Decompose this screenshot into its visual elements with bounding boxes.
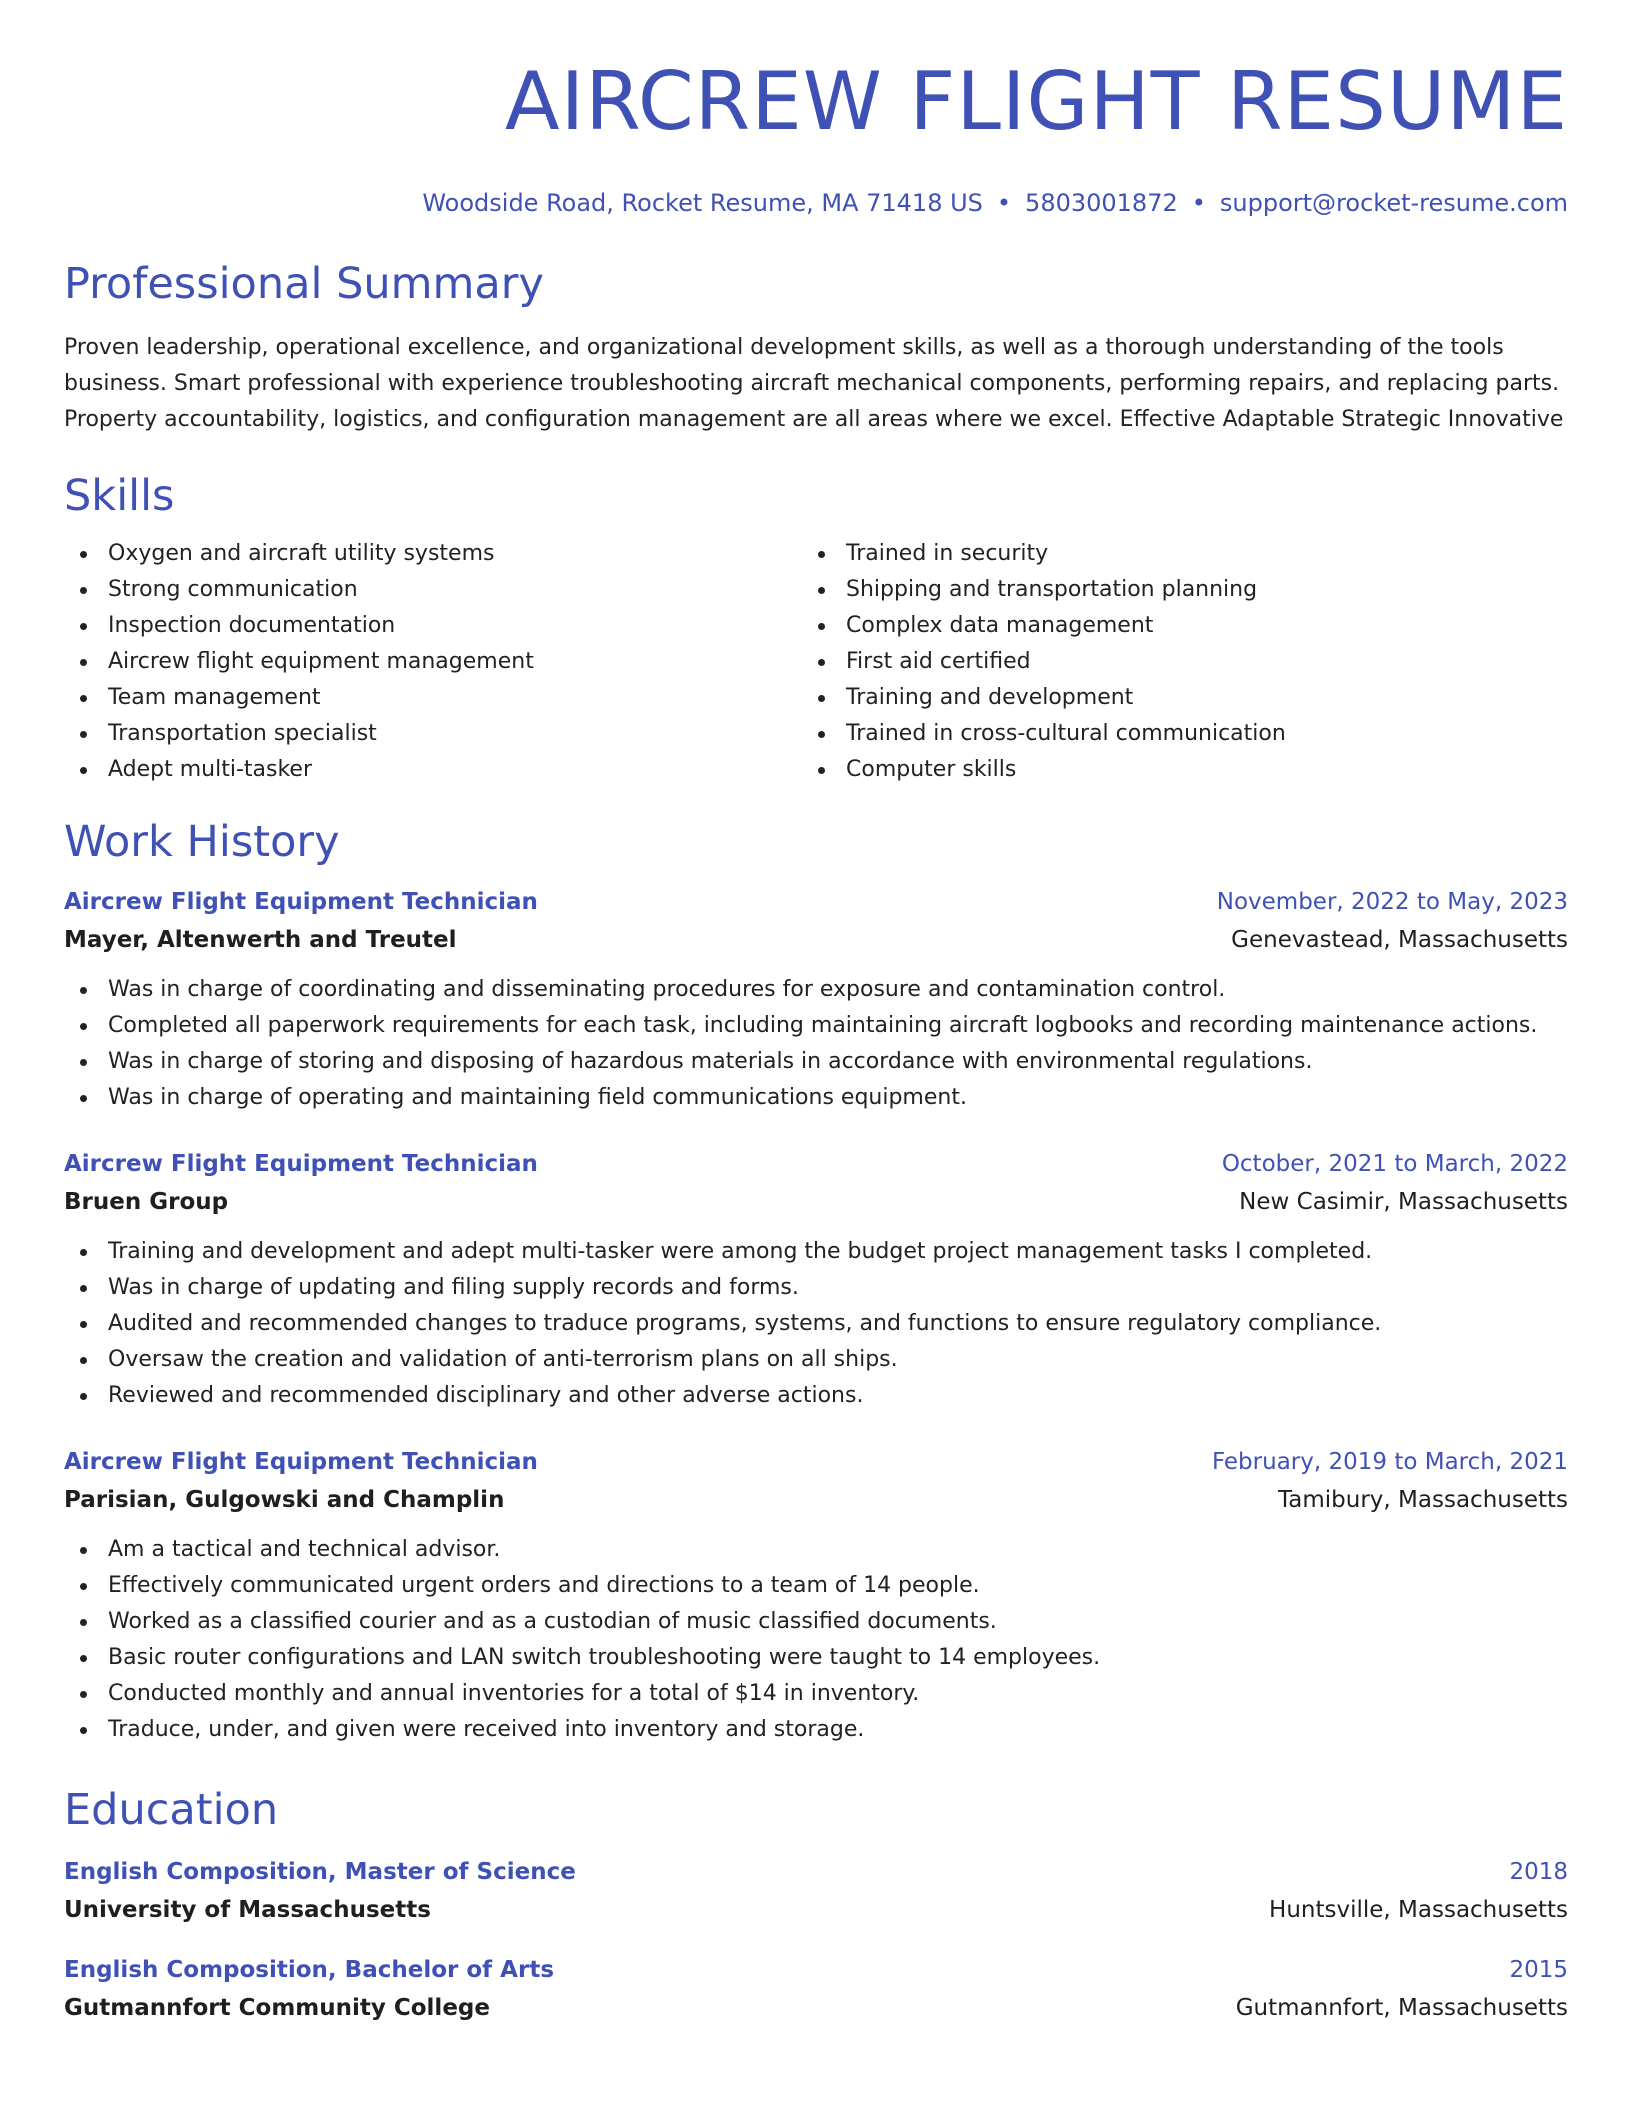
job-duty: Reviewed and recommended disciplinary and other adverse actions. xyxy=(64,1378,1568,1414)
education-entry xyxy=(64,1952,1568,2028)
job-entry xyxy=(64,884,1568,1116)
job-duty: Conducted monthly and annual inventories for a total of $14 in inventory. xyxy=(64,1676,1568,1712)
job-role: Aircrew Flight Equipment Technician xyxy=(64,1151,538,1177)
job-company: Mayer, Altenwerth and Treutel xyxy=(64,927,457,953)
work-history-section xyxy=(64,814,1568,1748)
job-role: Aircrew Flight Equipment Technician xyxy=(64,889,538,915)
education-school-row xyxy=(64,1890,1568,1930)
job-duties-list xyxy=(64,1532,1568,1748)
job-header-row xyxy=(64,1146,1568,1182)
job-duties-list xyxy=(64,972,1568,1116)
job-duty: Basic router configurations and LAN switch troubleshooting were taught to 14 employees. xyxy=(64,1640,1568,1676)
job-company-row xyxy=(64,920,1568,960)
contact-address: Woodside Road, Rocket Resume, MA 71418 US xyxy=(422,189,983,217)
education-school-row xyxy=(64,1988,1568,2028)
job-duty: Was in charge of coordinating and disseminating procedures for exposure and contamination control. xyxy=(64,972,1568,1008)
contact-separator: • xyxy=(996,189,1012,217)
skill-item: Computer skills xyxy=(802,752,1286,788)
job-duty: Was in charge of updating and filing supply records and forms. xyxy=(64,1270,1568,1306)
job-duty: Audited and recommended changes to traduce programs, systems, and functions to ensure regulatory compliance. xyxy=(64,1306,1568,1342)
job-company: Parisian, Gulgowski and Champlin xyxy=(64,1487,505,1513)
skill-item: Transportation specialist xyxy=(64,716,802,752)
job-company: Bruen Group xyxy=(64,1189,229,1215)
education-school: Gutmannfort Community College xyxy=(64,1995,490,2021)
skill-item: Inspection documentation xyxy=(64,608,802,644)
job-header-row xyxy=(64,884,1568,920)
job-duty: Was in charge of operating and maintaining field communications equipment. xyxy=(64,1080,1568,1116)
education-entry xyxy=(64,1854,1568,1930)
contact-line xyxy=(64,188,1568,218)
job-duties-list xyxy=(64,1234,1568,1414)
education-year: 2018 xyxy=(1509,1859,1568,1885)
skill-item: Team management xyxy=(64,680,802,716)
work-history-heading: Work History xyxy=(64,817,340,867)
education-section xyxy=(64,1782,1568,2028)
summary-text: Proven leadership, operational excellence, and organizational development skills, as well as a thorough understanding of the tools business. Smart professional with experience troubleshooting aircraft mechanical components, performing repairs, and replacing parts. Property accountability, logistics, and configuration management are all areas where we excel. Effective Adaptable Strategic Innovative xyxy=(64,335,1564,432)
skills-heading: Skills xyxy=(64,471,175,521)
education-degree: English Composition, Bachelor of Arts xyxy=(64,1957,555,1983)
skills-section xyxy=(64,468,1568,788)
education-degree: English Composition, Master of Science xyxy=(64,1859,576,1885)
job-dates: February, 2019 to March, 2021 xyxy=(1211,1449,1568,1475)
skill-item: Oxygen and aircraft utility systems xyxy=(64,536,802,572)
job-role: Aircrew Flight Equipment Technician xyxy=(64,1449,538,1475)
resume-title: AIRCREW FLIGHT RESUME xyxy=(504,55,1568,148)
job-company-row xyxy=(64,1480,1568,1520)
job-duty: Was in charge of storing and disposing of hazardous materials in accordance with environmental regulations. xyxy=(64,1044,1568,1080)
education-degree-row xyxy=(64,1854,1568,1890)
job-duty: Training and development and adept multi-tasker were among the budget project management tasks I completed. xyxy=(64,1234,1568,1270)
job-duty: Worked as a classified courier and as a custodian of music classified documents. xyxy=(64,1604,1568,1640)
education-school: University of Massachusetts xyxy=(64,1897,431,1923)
job-company-row xyxy=(64,1182,1568,1222)
summary-heading: Professional Summary xyxy=(64,259,544,309)
resume-header xyxy=(64,0,1568,218)
job-duty: Am a tactical and technical advisor. xyxy=(64,1532,1568,1568)
job-duty: Effectively communicated urgent orders and directions to a team of 14 people. xyxy=(64,1568,1568,1604)
job-dates: November, 2022 to May, 2023 xyxy=(1216,889,1568,915)
skill-item: First aid certified xyxy=(802,644,1286,680)
education-heading: Education xyxy=(64,1785,279,1835)
education-location: Huntsville, Massachusetts xyxy=(1269,1897,1568,1923)
job-dates: October, 2021 to March, 2022 xyxy=(1221,1151,1568,1177)
job-location: Genevastead, Massachusetts xyxy=(1231,927,1568,953)
job-duty: Completed all paperwork requirements for each task, including maintaining aircraft logbooks and recording maintenance actions. xyxy=(64,1008,1568,1044)
education-location: Gutmannfort, Massachusetts xyxy=(1235,1995,1568,2021)
skill-item: Trained in cross-cultural communication xyxy=(802,716,1286,752)
job-location: New Casimir, Massachusetts xyxy=(1239,1189,1568,1215)
education-degree-row xyxy=(64,1952,1568,1988)
education-year: 2015 xyxy=(1509,1957,1568,1983)
job-duty: Traduce, under, and given were received into inventory and storage. xyxy=(64,1712,1568,1748)
contact-phone: 5803001872 xyxy=(1025,189,1178,217)
job-location: Tamibury, Massachusetts xyxy=(1278,1487,1568,1513)
skills-list-right xyxy=(802,536,1286,788)
skill-item: Trained in security xyxy=(802,536,1286,572)
job-header-row xyxy=(64,1444,1568,1480)
job-duty: Oversaw the creation and validation of anti-terrorism plans on all ships. xyxy=(64,1342,1568,1378)
skill-item: Strong communication xyxy=(64,572,802,608)
skill-item: Complex data management xyxy=(802,608,1286,644)
skill-item: Adept multi-tasker xyxy=(64,752,802,788)
job-entry xyxy=(64,1146,1568,1414)
skill-item: Aircrew flight equipment management xyxy=(64,644,802,680)
contact-email: support@rocket-resume.com xyxy=(1219,189,1568,217)
job-entry xyxy=(64,1444,1568,1748)
summary-section xyxy=(64,256,1568,438)
skills-columns xyxy=(64,536,1568,788)
contact-separator: • xyxy=(1191,189,1206,217)
skill-item: Training and development xyxy=(802,680,1286,716)
skills-list-left xyxy=(64,536,802,788)
skill-item: Shipping and transportation planning xyxy=(802,572,1286,608)
